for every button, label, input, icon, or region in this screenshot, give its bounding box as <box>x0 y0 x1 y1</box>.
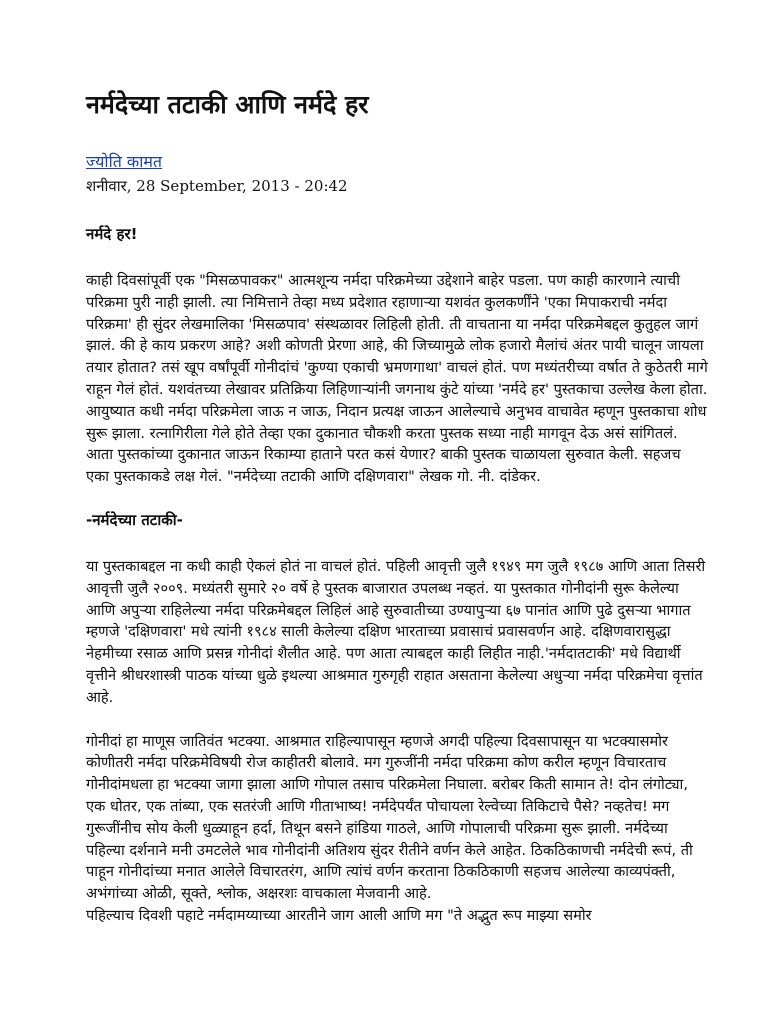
greeting-heading: नर्मदे हर! <box>86 225 138 243</box>
paragraph-intro: काही दिवसांपूर्वी एक "मिसळपावकर" आत्मशून्य नर्मदा परिक्रमेच्या उद्देशाने बाहेर पडला. पण काही कारणाने त्याची परिक्रमा पुरी नाही झाली. त्या निमित्ताने तेव्हा मध्य प्रदेशात रहाणाऱ्या यशवंत कुलकर्णींने 'एका मिपाकराची नर्मदा परिक्रमा' ही सुंदर लेखमालिका 'मिसळपाव' संस्थळावर लिहिली होती. ती वाचताना या नर्मदा परिक्रमेबद्दल कुतुहल जागं झालं. की हे काय प्रकरण आहे? अशी कोणती प्रेरणा आहे, की जिच्यामुळे लोक हजारो मैलांचं अंतर पायी चालून जायला तयार होतात? तसं खूप वर्षांपूर्वी गोनीदांचं 'कुण्या एकाची भ्रमणगाथा' वाचलं होतं. पण मध्यंतरीच्या वर्षात ते कुठेतरी मागे राहून गेलं होतं. यशवंतच्या लेखावर प्रतिक्रिया लिहिणाऱ्यांनी जगनाथ कुंटे यांच्या 'नर्मदे हर' पुस्तकाचा उल्लेख केला होता. आयुष्यात कधी नर्मदा परिक्रमेला जाऊ न जाऊ, निदान प्रत्यक्ष जाऊन आलेल्याचे अनुभव वाचावेत म्हणून पुस्तकाचा शोध सुरू झाला. रत्नागिरीला गेले होते तेव्हा एका दुकानात चौकशी करता पुस्तक सध्या नाही मागवून देऊ असं सांगितलं. आता पुस्तकांच्या दुकानात जाऊन रिकाम्या हाताने परत कसं येणार? बाकी पुस्तक चाळायला सुरुवात केली. सहजच एका पुस्तकाकडे लक्ष गेलं. "नर्मदेच्या तटाकी आणि दक्षिणवारा" लेखक गो. नी. दांडेकर. <box>86 272 708 486</box>
section-heading: -नर्मदेच्या तटाकी- <box>86 510 183 529</box>
article-title: नर्मदेच्या तटाकी आणि नर्मदे हर <box>86 90 369 119</box>
author-link[interactable]: ज्योति कामत <box>86 152 163 171</box>
post-date: शनीवार, 28 September, 2013 - 20:42 <box>86 177 348 195</box>
paragraph-first-day: पहिल्याच दिवशी पहाटे नर्मदामय्याच्या आरतीने जाग आली आणि मग "ते अद्भुत रूप माझ्या समोर <box>86 906 592 924</box>
paragraph-book: या पुस्तकाबद्दल ना कधी काही ऐकलं होतं ना वाचलं होतं. पहिली आवृत्ती जुलै १९४९ मग जुलै १९८७ आणि आता तिसरी आवृत्ती जुलै २००९. मध्यंतरी सुमारे २० वर्षे हे पुस्तक बाजारात उपलब्ध नव्हतं. या पुस्तकात गोनीदांनी सुरू केलेल्या आणि अपुऱ्या राहिलेल्या नर्मदा परिक्रमेबद्दल लिहिलं आहे सुरुवातीच्या उण्यापुऱ्या ६७ पानांत आणि पुढे दुसऱ्या भागात म्हणजे 'दक्षिणवारा' मधे त्यांनी १९८४ साली केलेल्या दक्षिण भारताच्या प्रवासाचं प्रवासवर्णन आहे. दक्षिणवारासुद्धा नेहमीच्या रसाळ आणि प्रसन्न गोनीदां शैलीत आहे. पण आता त्याबद्दल काही लिहीत नाही.'नर्मदातटाकी' मधे विद्यार्थी वृत्तीने श्रीधरशास्त्री पाठक यांच्या धुळे इथल्या आश्रमात गुरुगृही राहात असताना केलेल्या अधुऱ्या नर्मदा परिक्रमेचा वृत्तांत आहे. <box>86 557 706 706</box>
paragraph-gonida: गोनीदां हा माणूस जातिवंत भटक्या. आश्रमात राहिल्यापासून म्हणजे अगदी पहिल्या दिवसापासून या भटक्यासमोर कोणीतरी नर्मदा परिक्रमेविषयी रोज काहीतरी बोलावे. मग गुरुजींनी नर्मदा परिक्रमा कोण करील म्हणून विचारताच गोनीदांमधला हा भटक्या जागा झाला आणि गोपाल तसाच परिक्रमेला निघाला. बरोबर किती सामान ते! दोन लंगोट्या, एक धोतर, एक तांब्या, एक सतरंजी आणि गीताभाष्य! नर्मदेपर्यंत पोचायला रेल्वेच्या तिकिटाचे पैसे? नव्हतेच! मग गुरूजींनीच सोय केली धुळ्याहून हर्दा, तिथून बसने हांडिया गाठले, आणि गोपालाची परिक्रमा सुरू झाली. नर्मदेच्या पहिल्या दर्शनाने मनी उमटलेले भाव गोनीदांनी अतिशय सुंदर रीतीने वर्णन केले आहेत. ठिकठिकाणची नर्मदेची रूपं, ती पाहून गोनीदांच्या मनात आलेले विचारतरंग, आणि त्यांचं वर्णन करताना ठिकठिकाणी सहजच आलेल्या काव्यपंक्ती, अभंगांच्या ओळी, सूक्ते, श्लोक, अक्षरशः वाचकाला मेजवानी आहे. <box>86 732 693 903</box>
